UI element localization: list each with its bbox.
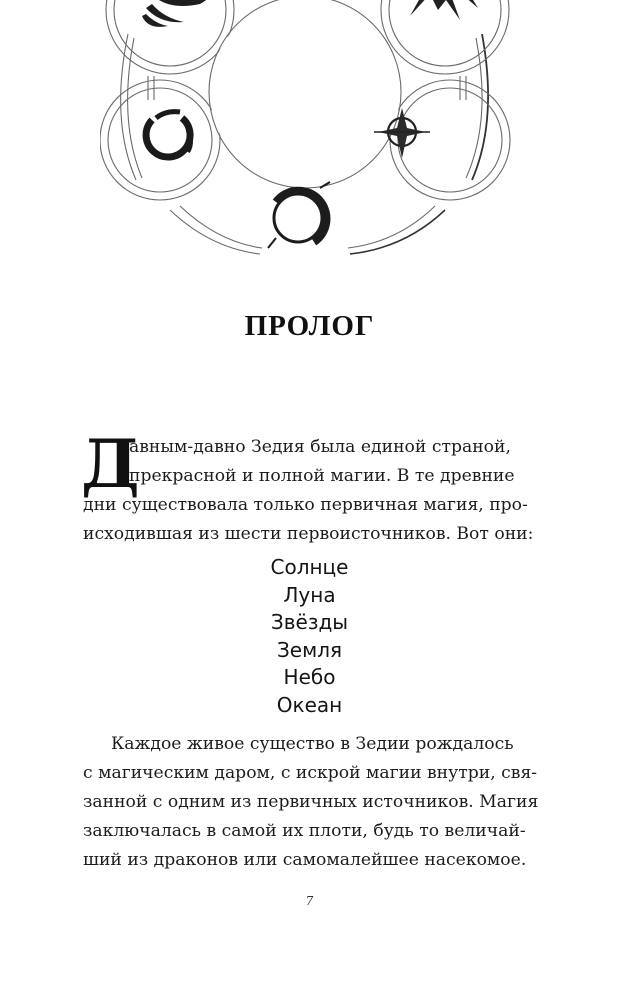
text-line: Каждое живое существо в Зедии рождалось — [111, 734, 514, 754]
primal-sources-emblem — [100, 0, 520, 270]
text-line: заключалась в самой их плоти, будь то величай- — [83, 821, 526, 841]
source-item-moon: Луна — [283, 582, 336, 607]
mountains-icon — [400, 0, 478, 20]
source-item-sky: Небо — [283, 665, 336, 690]
crescent-ring-icon — [268, 182, 330, 248]
text-line: авным-давно Зедия была единой страной, — [129, 437, 511, 457]
text-line: прекрасной и полной магии. В те древние — [129, 466, 515, 486]
source-item-stars: Звёзды — [270, 610, 349, 635]
text-line: с магическим даром, с искрой магии внутри, свя- — [83, 763, 538, 783]
source-item-ocean: Океан — [276, 692, 343, 717]
paragraph-magic — [83, 730, 539, 875]
drop-cap: Д — [81, 425, 140, 503]
text-line: дни существовала только первичная магия, про- — [83, 495, 528, 515]
text-line: исходившая из шести первоисточников. Вот они: — [83, 524, 534, 544]
text-line: ший из драконов или самомалейшее насекомое. — [83, 850, 527, 870]
source-item-sun: Солнце — [270, 555, 349, 579]
paragraph-intro — [81, 425, 534, 549]
wind-swirl-icon — [142, 0, 212, 27]
chapter-title: ПРОЛОГ — [244, 310, 375, 342]
text-line: занной с одним из первичных источников. Магия — [83, 792, 539, 812]
wave-circle-icon — [146, 112, 191, 157]
source-item-earth: Земля — [276, 637, 343, 662]
page-number: 7 — [305, 894, 314, 908]
primal-sources-list — [0, 554, 619, 720]
